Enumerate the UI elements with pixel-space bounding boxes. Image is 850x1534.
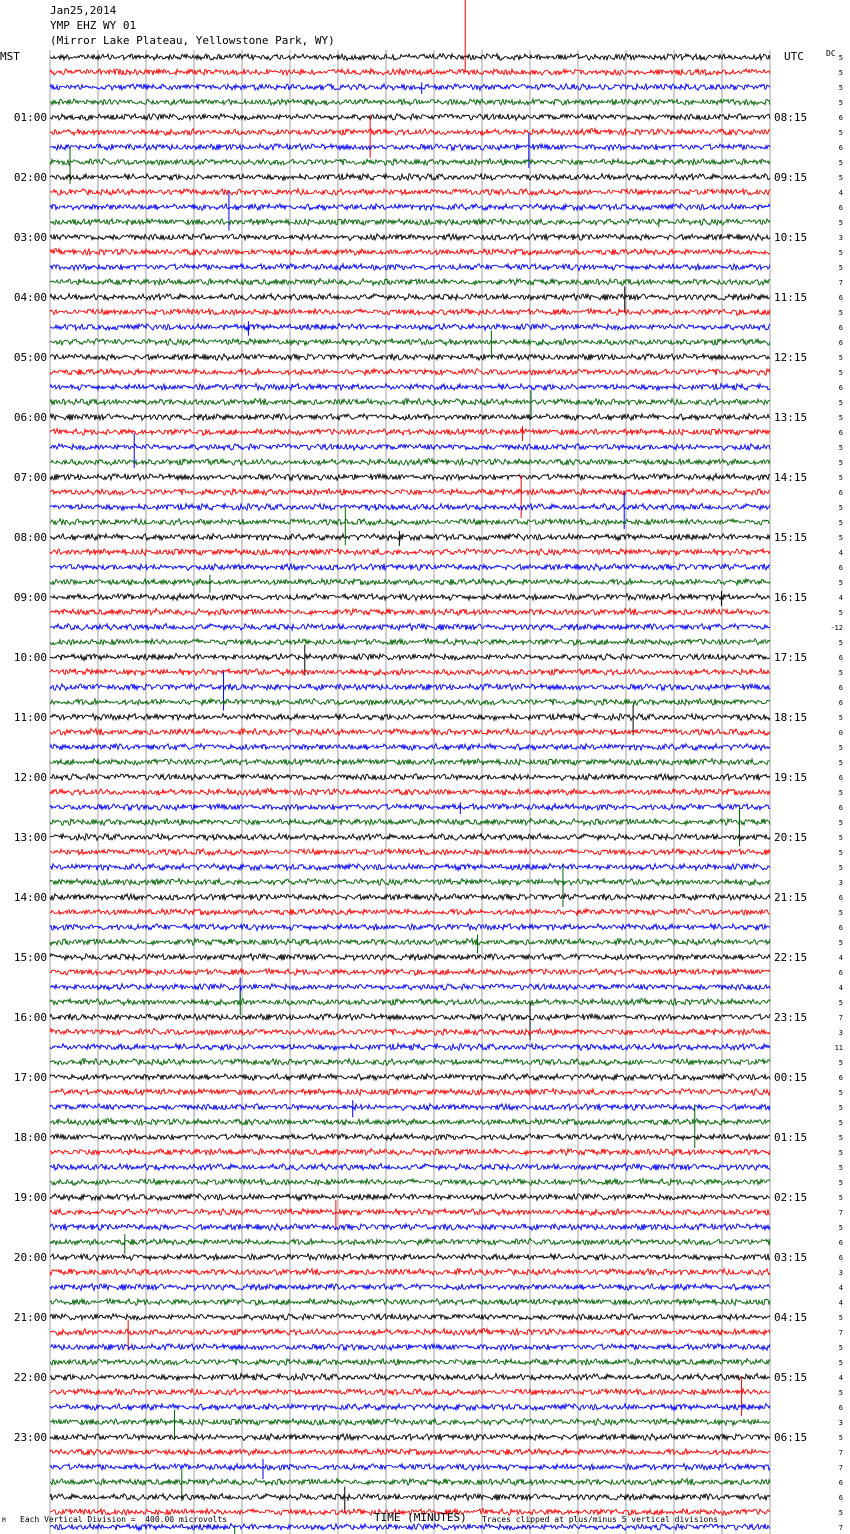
mst-hour-label: 16:00 (13, 1011, 47, 1024)
trace-row (50, 939, 770, 946)
dc-offset: 4 (838, 189, 843, 197)
trace-row (50, 1179, 770, 1186)
dc-offset: 6 (838, 774, 843, 782)
trace-row (50, 759, 770, 766)
trace-row (50, 1269, 770, 1276)
dc-offset: 6 (838, 204, 843, 212)
dc-offset: 0 (838, 729, 843, 737)
dc-offset: 7 (838, 279, 843, 287)
trace-row (50, 819, 770, 826)
dc-offset: 5 (838, 264, 843, 272)
dc-offset: 5 (838, 909, 843, 917)
dc-offset: 5 (838, 519, 843, 527)
station-code: YMP EHZ WY 01 (50, 19, 137, 32)
trace-row (50, 1404, 770, 1411)
dc-offset: 4 (838, 1299, 843, 1307)
dc-offset: 6 (838, 1239, 843, 1247)
dc-offset: 4 (838, 954, 843, 962)
trace-row (50, 174, 770, 181)
dc-offset: 7 (838, 1014, 843, 1022)
dc-offset: 5 (838, 714, 843, 722)
mst-hour-label: 19:00 (13, 1191, 47, 1204)
utc-hour-label: 09:15 (774, 171, 808, 184)
dc-offset: 5 (838, 1509, 843, 1517)
mst-hour-label: 13:00 (13, 831, 47, 844)
dc-offset: 5 (838, 789, 843, 797)
mst-hour-label: 11:00 (13, 711, 47, 724)
trace-row (50, 1314, 770, 1321)
trace-row (50, 309, 770, 316)
dc-offset: 5 (838, 1149, 843, 1157)
dc-offset: 5 (838, 1119, 843, 1127)
mst-hour-label: 14:00 (13, 891, 47, 904)
trace-row (50, 1164, 770, 1171)
mst-hour-label: 12:00 (13, 771, 47, 784)
dc-offset: 3 (838, 1269, 843, 1277)
dc-offset: 5 (838, 819, 843, 827)
dc-offset: 6 (838, 1074, 843, 1082)
dc-offset: 5 (838, 369, 843, 377)
trace-row (50, 234, 770, 241)
dc-offset: 5 (838, 354, 843, 362)
trace-row (50, 594, 770, 601)
trace-row (50, 1224, 770, 1231)
trace-row (50, 1194, 770, 1201)
utc-hour-label: 18:15 (774, 711, 808, 724)
trace-row (50, 114, 770, 121)
utc-hour-label: 04:15 (774, 1311, 808, 1324)
utc-hour-label: 19:15 (774, 771, 808, 784)
clip-note: Traces clipped at plus/minus 5 vertical divisions (482, 1515, 719, 1524)
trace-row (50, 1419, 770, 1426)
trace-row (50, 864, 770, 871)
trace-row (50, 699, 770, 706)
trace-row (50, 144, 770, 151)
utc-hour-label: 05:15 (774, 1371, 808, 1384)
dc-offset: 5 (838, 1389, 843, 1397)
dc-offset: 5 (838, 504, 843, 512)
dc-offset: 5 (838, 864, 843, 872)
utc-hour-label: 16:15 (774, 591, 808, 604)
dc-offset: 5 (838, 849, 843, 857)
trace-row (50, 729, 770, 736)
dc-offset: 5 (838, 1224, 843, 1232)
dc-offset: 6 (838, 324, 843, 332)
utc-hour-label: 21:15 (774, 891, 808, 904)
dc-offset: 5 (838, 84, 843, 92)
trace-row (50, 654, 770, 661)
trace-row (50, 999, 770, 1006)
dc-offset: 7 (838, 1209, 843, 1217)
dc-offset: 5 (838, 939, 843, 947)
dc-offset: 3 (838, 879, 843, 887)
trace-row (50, 639, 770, 646)
dc-offset: 5 (838, 174, 843, 182)
dc-offset: 5 (838, 1059, 843, 1067)
trace-row (50, 414, 770, 421)
dc-offset: 5 (838, 1434, 843, 1442)
trace-row (50, 489, 770, 496)
dc-offset: 5 (838, 1089, 843, 1097)
dc-offset: 5 (838, 1179, 843, 1187)
trace-row (50, 1479, 770, 1486)
trace-row (50, 909, 770, 916)
mst-hour-label: 09:00 (13, 591, 47, 604)
utc-hour-label: 13:15 (774, 411, 808, 424)
seismic-traces (50, 0, 770, 1534)
trace-row (50, 279, 770, 286)
trace-row (50, 1044, 770, 1051)
trace-row (50, 789, 770, 796)
record-date: Jan25,2014 (50, 4, 117, 17)
trace-row (50, 684, 770, 691)
utc-hour-label: 15:15 (774, 531, 808, 544)
trace-row (50, 129, 770, 136)
mst-hour-label: 08:00 (13, 531, 47, 544)
trace-row (50, 744, 770, 751)
trace-row (50, 1494, 770, 1501)
dc-offset: 6 (838, 564, 843, 572)
dc-offset: 5 (838, 69, 843, 77)
trace-row (50, 399, 770, 406)
dc-offset: 5 (838, 309, 843, 317)
trace-row (50, 1329, 770, 1336)
mst-hour-label: 10:00 (13, 651, 47, 664)
utc-hour-label: 22:15 (774, 951, 808, 964)
dc-offset: 5 (838, 414, 843, 422)
trace-row (50, 834, 770, 841)
mst-hour-label: 18:00 (13, 1131, 47, 1144)
trace-row (50, 804, 770, 810)
trace-row (50, 1344, 770, 1351)
dc-offset: 6 (838, 144, 843, 152)
dc-offset: 6 (838, 294, 843, 302)
dc-offset: 4 (838, 1374, 843, 1382)
mst-hour-label: 07:00 (13, 471, 47, 484)
dc-offset: 6 (838, 489, 843, 497)
dc-offset: 5 (838, 1194, 843, 1202)
dc-offset: 6 (838, 1404, 843, 1412)
trace-row (50, 609, 770, 616)
trace-row (50, 429, 770, 436)
trace-row (50, 84, 770, 91)
dc-offset: 6 (838, 804, 843, 812)
dc-offset: 5 (838, 459, 843, 467)
trace-row (50, 1134, 770, 1141)
dc-offset: 4 (838, 1284, 843, 1292)
dc-offset: 5 (838, 1134, 843, 1142)
dc-offset: 5 (838, 534, 843, 542)
mst-hour-label: 05:00 (13, 351, 47, 364)
trace-row (50, 459, 770, 466)
x-axis-title: TIME (MINUTES) (374, 1511, 467, 1524)
utc-hour-label: 14:15 (774, 471, 808, 484)
mst-hour-label: 23:00 (13, 1431, 47, 1444)
trace-row (50, 954, 770, 961)
utc-hour-label: 12:15 (774, 351, 808, 364)
trace-row (50, 519, 770, 526)
utc-hour-label: 06:15 (774, 1431, 808, 1444)
trace-row (50, 324, 770, 331)
dc-offset: 7 (838, 1464, 843, 1472)
trace-row (50, 384, 770, 391)
dc-offset: 3 (838, 1029, 843, 1037)
dc-offset: 6 (838, 1494, 843, 1502)
trace-row (50, 579, 770, 586)
dc-offset: 5 (838, 399, 843, 407)
trace-row (50, 1524, 770, 1531)
dc-offset: 5 (838, 639, 843, 647)
trace-row (50, 444, 770, 451)
dc-label: DC (826, 49, 836, 58)
trace-row (50, 1434, 770, 1441)
dc-offset: 4 (838, 984, 843, 992)
dc-offset: 7 (838, 1329, 843, 1337)
dc-offset: 5 (838, 669, 843, 677)
trace-row (50, 984, 770, 990)
dc-offset: 5 (838, 999, 843, 1007)
dc-offset: 5 (838, 609, 843, 617)
mst-hour-label: 03:00 (13, 231, 47, 244)
utc-hour-label: 10:15 (774, 231, 808, 244)
dc-offset: 5 (838, 1344, 843, 1352)
utc-hour-label: 17:15 (774, 651, 808, 664)
trace-row (50, 1254, 770, 1261)
trace-row (50, 369, 770, 376)
trace-row (50, 564, 770, 571)
trace-row (50, 1014, 770, 1021)
dc-offset: 5 (838, 99, 843, 107)
trace-row (50, 1149, 770, 1156)
dc-offset: 4 (838, 594, 843, 602)
trace-row (50, 1464, 770, 1471)
trace-row (50, 264, 770, 271)
trace-row (50, 1359, 770, 1366)
trace-row (50, 504, 770, 511)
station-location: (Mirror Lake Plateau, Yellowstone Park, WY) (50, 34, 335, 47)
trace-row (50, 249, 770, 256)
dc-offset: 5 (838, 474, 843, 482)
dc-offset: 7 (838, 1449, 843, 1457)
trace-row (50, 924, 770, 931)
dc-offset: 6 (838, 654, 843, 662)
trace-row (50, 534, 770, 541)
dc-offset: 6 (838, 429, 843, 437)
trace-row (50, 1104, 770, 1111)
utc-hour-label: 03:15 (774, 1251, 808, 1264)
dc-offset: 6 (838, 384, 843, 392)
trace-row (50, 894, 770, 901)
dc-offset: 6 (838, 684, 843, 692)
utc-hour-label: 23:15 (774, 1011, 808, 1024)
trace-row (50, 54, 770, 61)
utc-hour-label: 20:15 (774, 831, 808, 844)
mst-hour-label: 22:00 (13, 1371, 47, 1384)
trace-row (50, 1119, 770, 1126)
trace-row (50, 1299, 770, 1306)
dc-offset: 5 (838, 759, 843, 767)
trace-row (50, 1059, 770, 1066)
mst-hour-label: 21:00 (13, 1311, 47, 1324)
trace-row (50, 549, 770, 556)
dc-offset: 5 (838, 1104, 843, 1112)
dc-offset: 6 (838, 1479, 843, 1487)
dc-offset: 6 (838, 339, 843, 347)
trace-row (50, 99, 770, 106)
trace-row (50, 879, 770, 886)
dc-offset: 5 (838, 579, 843, 587)
trace-row (50, 294, 770, 301)
trace-row (50, 1389, 770, 1396)
dc-offset: 5 (838, 129, 843, 137)
trace-row (50, 1074, 770, 1081)
trace-row (50, 474, 770, 481)
utc-axis-label: UTC (784, 50, 804, 63)
trace-row (50, 1374, 770, 1381)
utc-hour-label: 08:15 (774, 111, 808, 124)
utc-hour-label: 00:15 (774, 1071, 808, 1084)
trace-row (50, 849, 770, 856)
trace-row (50, 354, 770, 361)
trace-row (50, 69, 770, 76)
mst-hour-label: 02:00 (13, 171, 47, 184)
corner-mark: M (2, 1517, 6, 1524)
trace-row (50, 669, 770, 676)
dc-offset: 11 (834, 1044, 843, 1052)
dc-offset: 5 (838, 444, 843, 452)
dc-offset: 3 (838, 1419, 843, 1427)
trace-row (50, 189, 770, 196)
mst-hour-label: 17:00 (13, 1071, 47, 1084)
trace-row (50, 1089, 770, 1096)
mst-hour-label: 01:00 (13, 111, 47, 124)
utc-hour-label: 02:15 (774, 1191, 808, 1204)
dc-offset: 6 (838, 969, 843, 977)
dc-offset: 6 (838, 894, 843, 902)
trace-row (50, 714, 770, 721)
dc-offset: 3 (838, 234, 843, 242)
mst-axis-label: MST (0, 50, 20, 63)
dc-offset: 7 (838, 1524, 843, 1532)
mst-hour-label: 06:00 (13, 411, 47, 424)
dc-offset: 6 (838, 114, 843, 122)
dc-offset: 5 (838, 159, 843, 167)
mst-hour-label: 15:00 (13, 951, 47, 964)
dc-offset: 5 (838, 744, 843, 752)
trace-row (50, 1284, 770, 1291)
trace-row (50, 1449, 770, 1456)
dc-offset: 6 (838, 699, 843, 707)
dc-offset: 5 (838, 1314, 843, 1322)
dc-offset: -12 (830, 624, 843, 632)
mst-hour-label: 20:00 (13, 1251, 47, 1264)
trace-row (50, 1029, 770, 1036)
dc-offset: 6 (838, 1254, 843, 1262)
utc-hour-label: 11:15 (774, 291, 808, 304)
dc-offset: 5 (838, 219, 843, 227)
trace-row (50, 159, 770, 166)
dc-offset: 6 (838, 924, 843, 932)
trace-row (50, 1209, 770, 1216)
trace-row (50, 624, 770, 631)
trace-row (50, 219, 770, 226)
scale-note: Each Vertical Division = 400.00 microvolts (20, 1515, 228, 1524)
mst-hour-label: 04:00 (13, 291, 47, 304)
trace-row (50, 969, 770, 976)
dc-offset: 5 (838, 1359, 843, 1367)
dc-offset: 4 (838, 549, 843, 557)
utc-hour-label: 01:15 (774, 1131, 808, 1144)
dc-offset: 5 (838, 54, 843, 62)
trace-row (50, 1239, 770, 1246)
dc-offset: 5 (838, 834, 843, 842)
trace-row (50, 339, 770, 346)
dc-offset: 5 (838, 1164, 843, 1172)
trace-row (50, 204, 770, 211)
trace-row (50, 774, 770, 781)
dc-offset: 5 (838, 249, 843, 257)
